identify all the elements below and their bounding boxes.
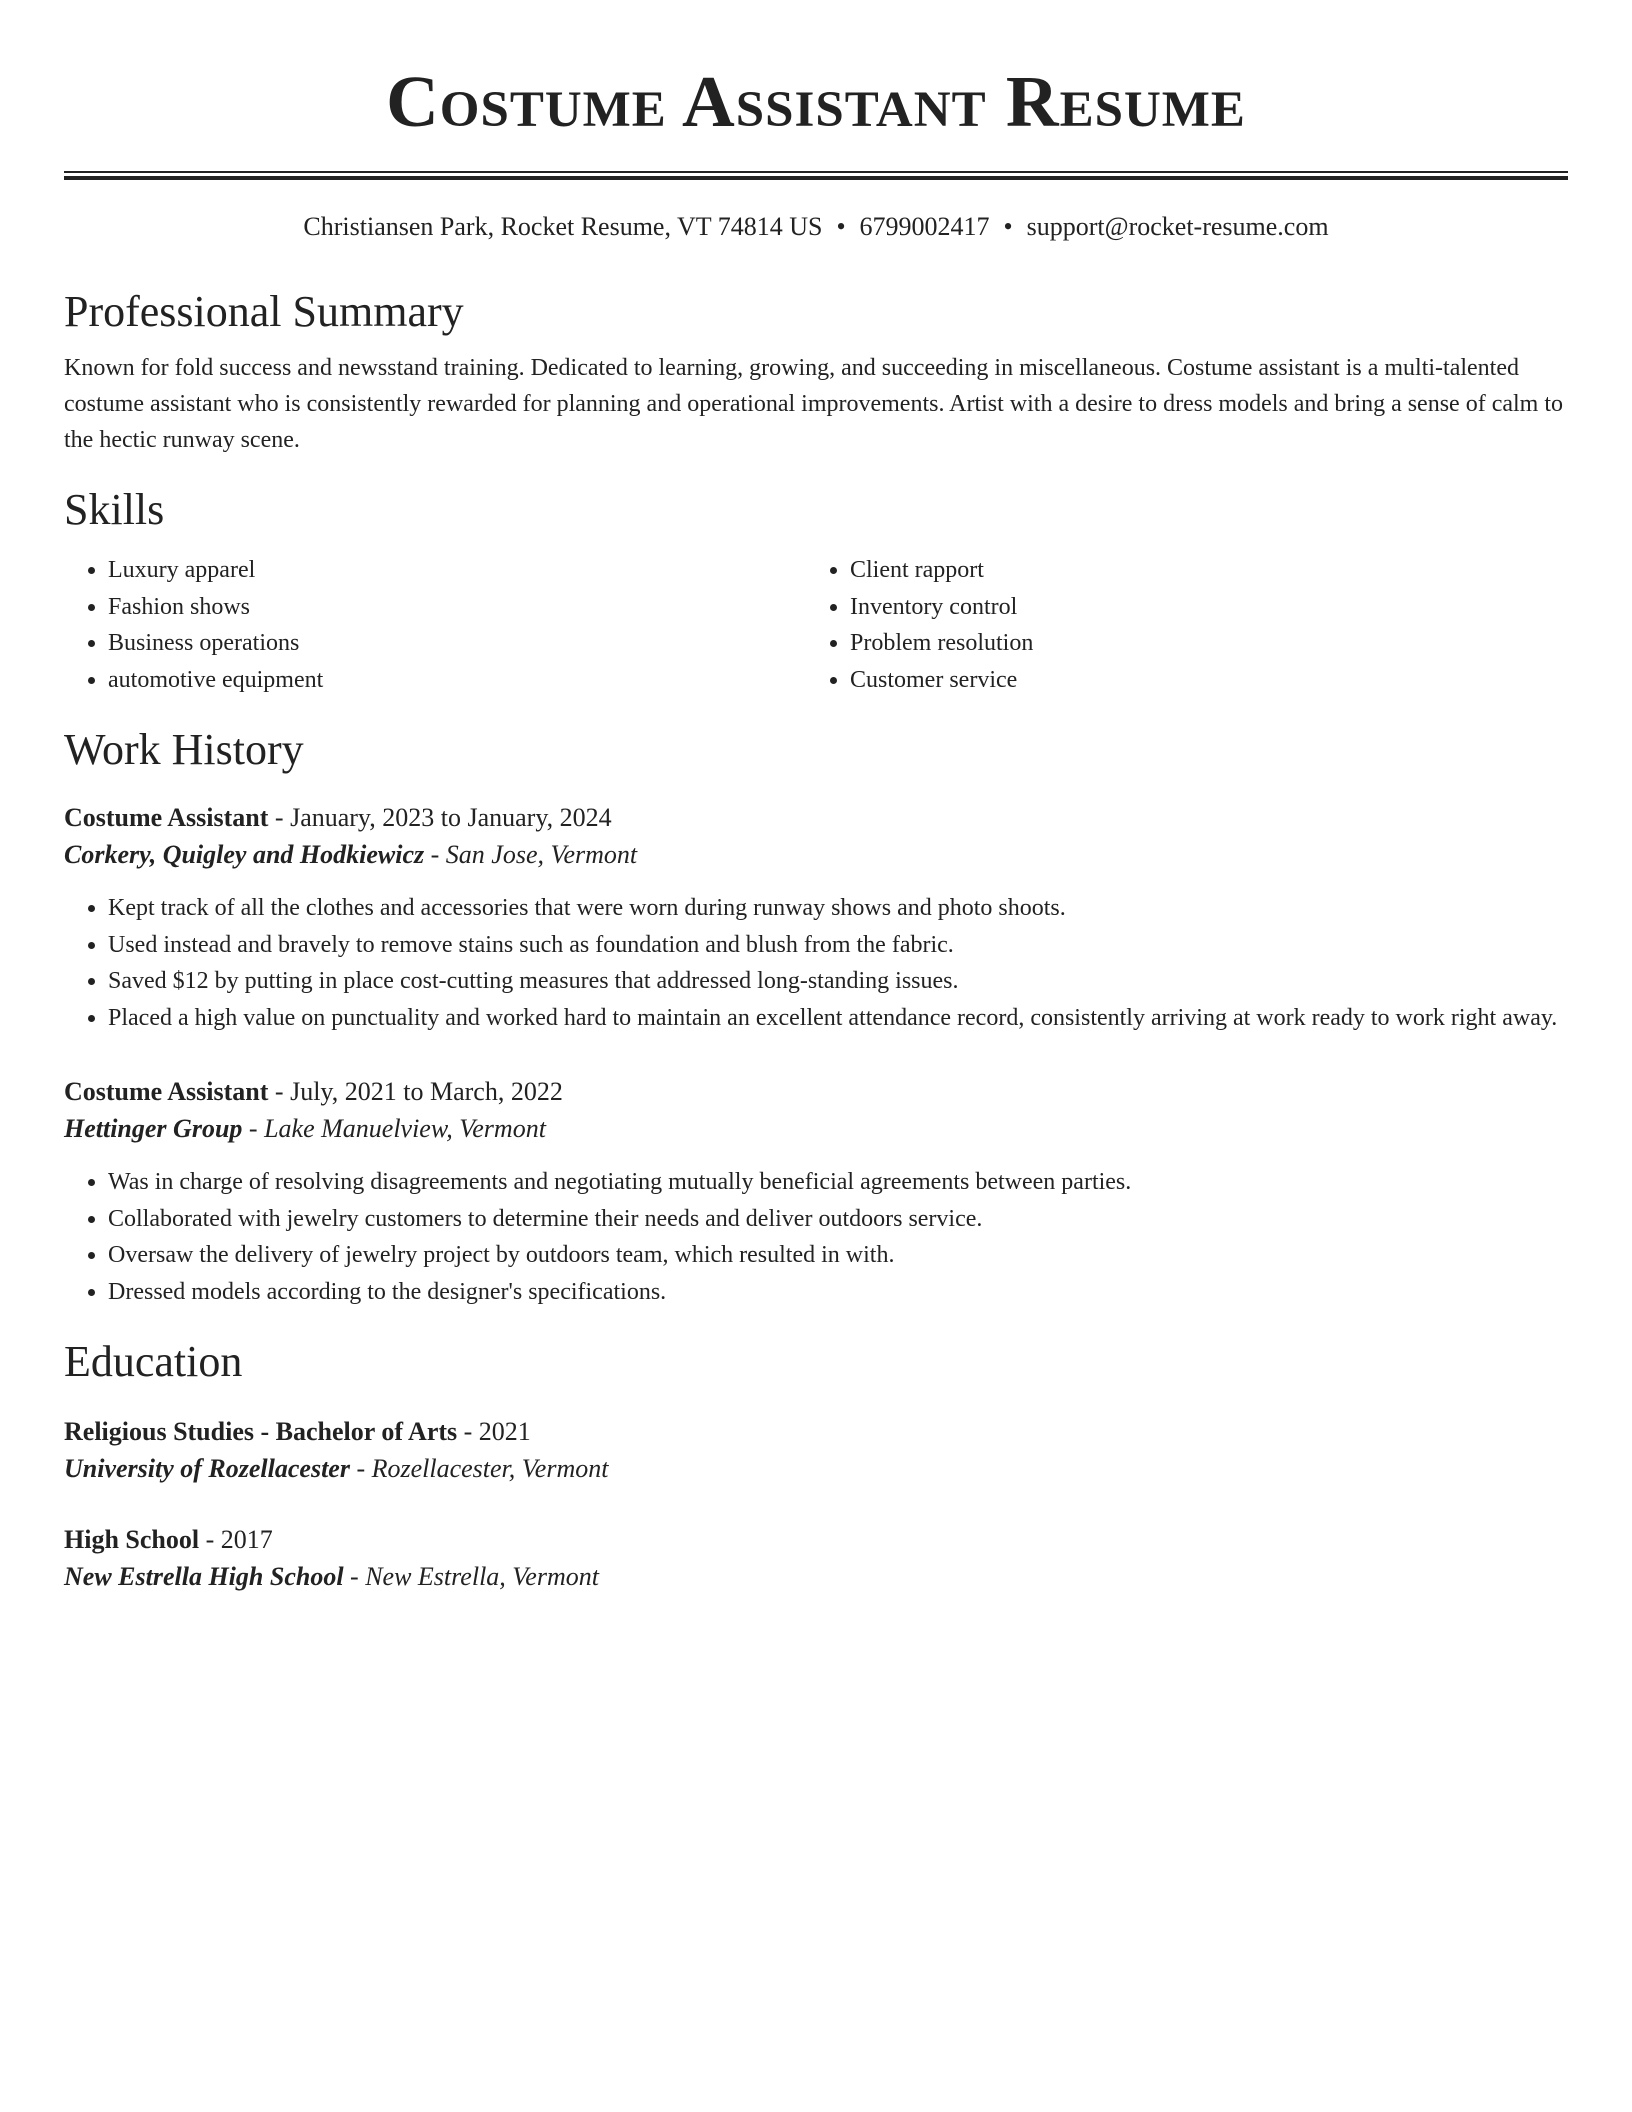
- education-year: - 2017: [199, 1525, 273, 1554]
- work-history-section: [64, 722, 1568, 1310]
- job-bullet: • Kept track of all the clothes and accessories that were worn during runway shows and photo shoots.: [108, 890, 1568, 927]
- job-title: Costume Assistant: [64, 803, 269, 832]
- education-entry: [64, 1414, 1568, 1488]
- summary-heading: Professional Summary: [64, 287, 464, 336]
- contact-phone: 6799002417: [859, 212, 990, 241]
- education-heading: Education: [64, 1337, 243, 1386]
- job-company: Hettinger Group: [64, 1114, 243, 1143]
- resume-title: Costume Assistant Resume: [386, 61, 1246, 142]
- work-history-heading: Work History: [64, 725, 304, 774]
- summary-section: [64, 284, 1568, 458]
- skill-item: • Luxury apparel: [108, 552, 806, 589]
- education-entry: [64, 1522, 1568, 1596]
- contact-line: [64, 210, 1568, 244]
- job-company-line: [64, 836, 1568, 874]
- job-entry: [64, 800, 1568, 1036]
- education-degree-line: [64, 1414, 1568, 1450]
- title-divider: [64, 171, 1568, 180]
- skill-item: • Customer service: [850, 662, 1548, 699]
- skills-section: [64, 482, 1568, 698]
- job-bullet: • Dressed models according to the designer's specifications.: [108, 1274, 1568, 1311]
- job-company: Corkery, Quigley and Hodkiewicz: [64, 840, 425, 869]
- contact-email: support@rocket-resume.com: [1026, 212, 1329, 241]
- education-degree-line: [64, 1522, 1568, 1558]
- skill-item: • Business operations: [108, 625, 806, 662]
- job-company-line: [64, 1110, 1568, 1148]
- job-title-line: [64, 800, 1568, 836]
- job-dates: - July, 2021 to March, 2022: [268, 1077, 563, 1106]
- job-bullet: • Placed a high value on punctuality and worked hard to maintain an excellent attendance record, consistently arriving at work ready to work right away.: [108, 1000, 1568, 1037]
- job-bullet: • Was in charge of resolving disagreements and negotiating mutually beneficial agreements between parties.: [108, 1164, 1568, 1201]
- contact-address: Christiansen Park, Rocket Resume, VT 74814 US: [303, 212, 823, 241]
- skills-heading: Skills: [64, 485, 165, 534]
- education-section: [64, 1334, 1568, 1596]
- skill-item: • Problem resolution: [850, 625, 1548, 662]
- job-title-line: [64, 1074, 1568, 1110]
- job-bullets: [64, 1164, 1568, 1310]
- education-degree: High School: [64, 1525, 200, 1554]
- skill-item: • Inventory control: [850, 589, 1548, 626]
- job-entry: [64, 1074, 1568, 1310]
- skill-item: • Fashion shows: [108, 589, 806, 626]
- job-bullets: [64, 890, 1568, 1036]
- education-location: - Rozellacester, Vermont: [349, 1454, 609, 1483]
- skill-item: • Client rapport: [850, 552, 1548, 589]
- job-location: - San Jose, Vermont: [424, 840, 638, 869]
- contact-separator: •: [1003, 212, 1013, 241]
- job-bullet: • Oversaw the delivery of jewelry project by outdoors team, which resulted in with.: [108, 1237, 1568, 1274]
- education-school: University of Rozellacester: [64, 1454, 350, 1483]
- job-bullet: • Used instead and bravely to remove stains such as foundation and blush from the fabric.: [108, 927, 1568, 964]
- education-degree: Religious Studies - Bachelor of Arts: [64, 1417, 458, 1446]
- summary-text: Known for fold success and newsstand training. Dedicated to learning, growing, and succeeding in miscellaneous. Costume assistant is a multi-talented costume assistant who is consistently rewarded for planning and operational improvements. Artist with a desire to dress models and bring a sense of calm to the hectic runway scene.: [64, 355, 1564, 453]
- job-title: Costume Assistant: [64, 1077, 269, 1106]
- contact-separator: •: [836, 212, 846, 241]
- education-location: - New Estrella, Vermont: [343, 1562, 599, 1591]
- job-bullet: • Saved $12 by putting in place cost-cutting measures that addressed long-standing issues.: [108, 963, 1568, 1000]
- job-dates: - January, 2023 to January, 2024: [268, 803, 612, 832]
- education-school-line: [64, 1558, 1568, 1596]
- skills-grid: [64, 552, 1568, 698]
- skills-column-left: [64, 552, 806, 698]
- job-location: - Lake Manuelview, Vermont: [242, 1114, 546, 1143]
- job-bullet: • Collaborated with jewelry customers to determine their needs and deliver outdoors service.: [108, 1201, 1568, 1238]
- skill-item: • automotive equipment: [108, 662, 806, 699]
- education-school-line: [64, 1450, 1568, 1488]
- education-year: - 2021: [457, 1417, 531, 1446]
- skills-column-right: [806, 552, 1548, 698]
- education-school: New Estrella High School: [64, 1562, 344, 1591]
